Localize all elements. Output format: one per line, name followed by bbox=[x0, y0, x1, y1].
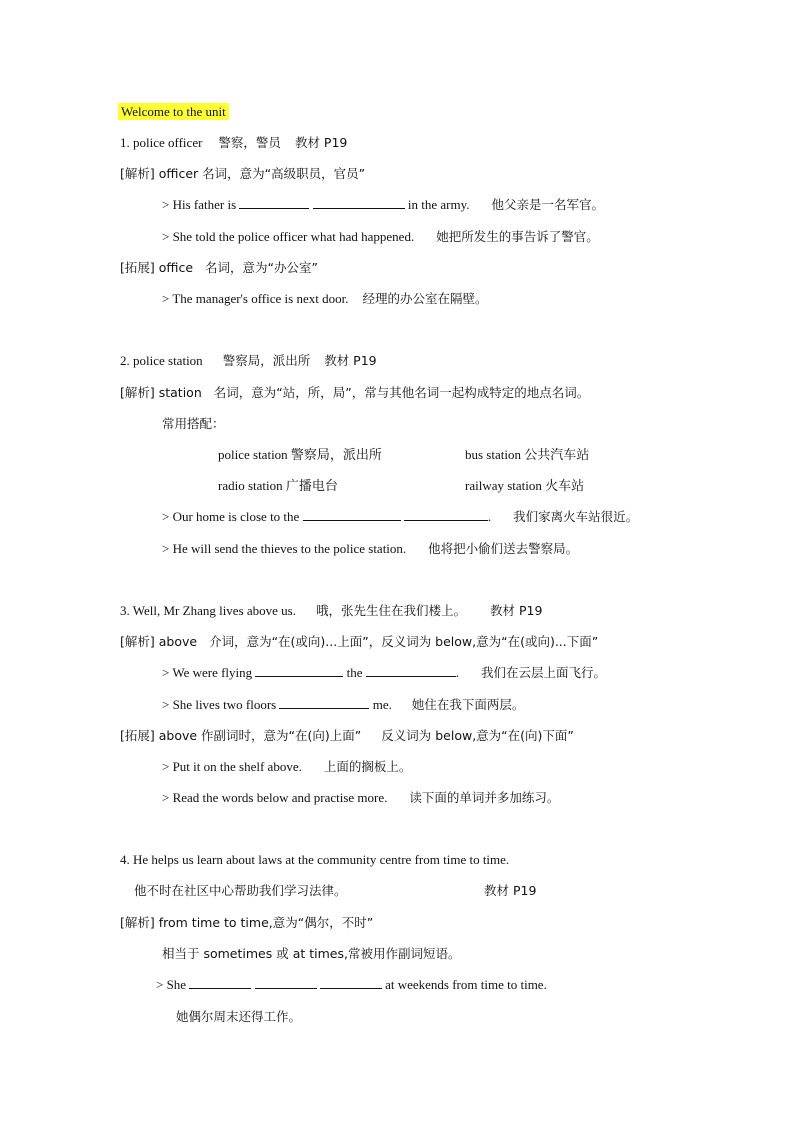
item-2-example-1: > Our home is close to the . 我们家离火车站很近。 bbox=[162, 509, 639, 524]
item-2-title: 2. police station 警察局，派出所 教材 P19 bbox=[120, 353, 377, 368]
item-3-example-3: > Put it on the shelf above. 上面的搁板上。 bbox=[162, 759, 412, 774]
item-3-example-2: > She lives two floors me. 她住在我下面两层。 bbox=[162, 697, 525, 712]
fill-blank[interactable] bbox=[255, 664, 343, 677]
item-4-title: 4. He helps us learn about laws at the community centre from time to time. bbox=[120, 852, 510, 867]
collocation-4: railway station 火车站 bbox=[465, 478, 585, 493]
item-4-title-cn: 他不时在社区中心帮助我们学习法律。 bbox=[134, 883, 347, 898]
item-3-extend: [拓展] above 作副词时，意为“在(向)上面” 反义词为 below,意为“在(向)下面” bbox=[120, 728, 574, 743]
fill-blank[interactable] bbox=[404, 508, 488, 521]
collocation-1: police station 警察局，派出所 bbox=[218, 447, 382, 462]
item-2-collocation-label: 常用搭配： bbox=[162, 416, 225, 431]
fill-blank[interactable] bbox=[239, 196, 309, 209]
item-3-title: 3. Well, Mr Zhang lives above us. 哦，张先生住在我们楼上。 教材 P19 bbox=[120, 603, 543, 618]
fill-blank[interactable] bbox=[303, 508, 401, 521]
unit-heading bbox=[118, 103, 229, 121]
collocation-2: bus station 公共汽车站 bbox=[465, 447, 590, 462]
fill-blank[interactable] bbox=[189, 976, 251, 989]
item-3-example-1: > We were flying the . 我们在云层上面飞行。 bbox=[162, 665, 607, 680]
item-1-analysis: [解析] officer 名词，意为“高级职员，官员” bbox=[120, 166, 366, 181]
item-1-example-3: > The manager's office is next door. 经理的办公室在隔壁。 bbox=[162, 291, 488, 306]
unit-heading-text: Welcome to the unit bbox=[118, 103, 229, 120]
item-4-example-1-cn: 她偶尔周末还得工作。 bbox=[176, 1009, 302, 1024]
item-1-extend: [拓展] office 名词，意为“办公室” bbox=[120, 260, 318, 275]
fill-blank[interactable] bbox=[313, 196, 405, 209]
item-1-example-1: > His father is in the army. 他父亲是一名军官。 bbox=[162, 197, 605, 212]
collocation-3: radio station 广播电台 bbox=[218, 478, 338, 493]
item-3-analysis: [解析] above 介词，意为“在(或向)...上面”，反义词为 below,意为“在(或向)...下面” bbox=[120, 634, 599, 649]
item-1-title: 1. police officer 警察，警员 教材 P19 bbox=[120, 135, 348, 150]
item-1-example-2: > She told the police officer what had happened. 她把所发生的事告诉了警官。 bbox=[162, 229, 599, 244]
fill-blank[interactable] bbox=[366, 664, 456, 677]
item-4-analysis: [解析] from time to time,意为“偶尔，不时” bbox=[120, 915, 374, 930]
item-2-example-2: > He will send the thieves to the police station. 他将把小偷们送去警察局。 bbox=[162, 541, 579, 556]
item-4-source: 教材 P19 bbox=[484, 883, 537, 898]
item-4-example-1: > She at weekends from time to time. bbox=[156, 977, 547, 992]
fill-blank[interactable] bbox=[279, 696, 369, 709]
fill-blank[interactable] bbox=[320, 976, 382, 989]
fill-blank[interactable] bbox=[255, 976, 317, 989]
item-2-analysis: [解析] station 名词，意为“站，所，局”，常与其他名词一起构成特定的地点名词。 bbox=[120, 385, 590, 400]
item-3-example-4: > Read the words below and practise more. 读下面的单词并多加练习。 bbox=[162, 790, 560, 805]
item-4-note: 相当于 sometimes 或 at times,常被用作副词短语。 bbox=[162, 946, 461, 961]
